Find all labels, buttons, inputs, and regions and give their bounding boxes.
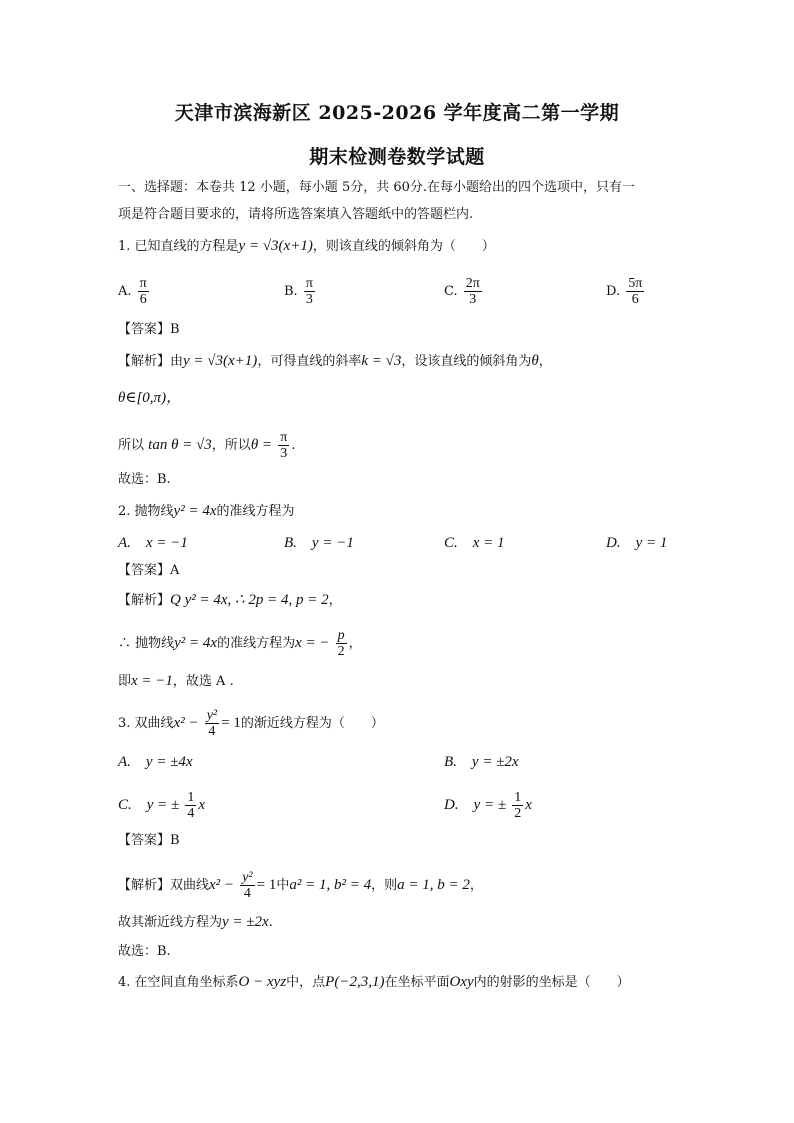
exam-title-line1: 天津市滨海新区 2025-2026 学年度高二第一学期: [174, 102, 620, 124]
q2-option-b-text: B. y = −1: [284, 535, 354, 551]
q1-analysis-eq1: y = √3(x+1): [183, 353, 258, 369]
q2-line2-a: ∴ 抛物线: [118, 636, 175, 651]
q3-line2-end: .: [268, 915, 273, 930]
q3-asymptote-line: [118, 912, 273, 933]
q1-option-c-label: C.: [444, 284, 458, 299]
q2-stem: [118, 501, 295, 522]
q3-option-c-den: 4: [187, 806, 195, 821]
q1-stem-text-b: ，则该直线的倾斜角为（ ）: [312, 239, 495, 254]
q3-line2-eq: y = ±2x: [222, 914, 269, 930]
q2-option-a: [118, 533, 188, 554]
q2-line2-den: 2: [337, 644, 345, 659]
q2-option-b: [284, 533, 354, 554]
q1-analysis-tail: ，设该直线的倾斜角为: [401, 354, 532, 369]
q2-line3-b: ，故选 A .: [172, 674, 234, 689]
q3-choose: 故选：B.: [118, 944, 171, 959]
q3-option-c-fraction: [185, 790, 196, 821]
q1-analysis-comma: ，: [538, 354, 552, 369]
q3-option-b: [444, 752, 519, 773]
q2-option-c-text: C. x = 1: [444, 535, 505, 551]
q3-answer: 【答案】B: [118, 833, 180, 848]
section-intro-line2: 项是符合题目要求的，请将所选答案填入答题纸中的答题栏内.: [118, 207, 474, 222]
q4-stem-text-d: 内的射影的坐标是（ ）: [473, 975, 630, 990]
q4-stem-system: O − xyz: [238, 974, 287, 990]
q3-stem-text-b: 的渐近线方程为（ ）: [240, 716, 384, 731]
q2-line3-a: 即: [118, 674, 132, 689]
q2-analysis-end: ，: [328, 593, 342, 608]
q3-line2-a: 故其渐近线方程为: [118, 915, 223, 930]
q1-analysis-head: 【解析】由: [118, 354, 184, 369]
q3-analysis-den: 4: [243, 886, 251, 901]
q2-line3-eq: x = −1: [131, 673, 173, 689]
q1-range-text: θ∈[0,π)，: [118, 390, 182, 406]
q4-stem-text-b: 中，点: [286, 975, 326, 990]
q2-line2-end: ，: [348, 636, 362, 651]
q3-analysis-head: 【解析】双曲线: [118, 878, 210, 893]
q1-so-a: 所以: [118, 438, 145, 453]
q2-analysis: [118, 590, 342, 611]
exam-title-line2: 期末检测卷数学试题: [309, 146, 485, 168]
q1-answer: 【答案】B: [118, 322, 180, 337]
q3-option-c: [118, 790, 205, 821]
q1-stem-text-a: 1. 已知直线的方程是: [118, 239, 239, 254]
q1-so-end: .: [291, 438, 296, 453]
q1-so-theta: θ =: [250, 437, 273, 453]
q1-analysis-mid: ，可得直线的斜率: [257, 354, 362, 369]
q1-conclusion: [118, 430, 295, 461]
q3-analysis-num: y²: [242, 870, 253, 885]
q3-stem-text-a: 3. 双曲线: [118, 716, 174, 731]
q1-range: [118, 388, 181, 409]
q1-option-c-den: 3: [469, 292, 477, 307]
q1-option-b-num: π: [305, 276, 313, 291]
q1-option-c-num: 2π: [465, 276, 480, 291]
q2-option-d-text: D. y = 1: [606, 535, 668, 551]
q3-analysis-b: ，则: [371, 878, 398, 893]
q4-stem-text-a: 4. 在空间直角坐标系: [118, 975, 239, 990]
q1-option-d-label: D.: [606, 284, 621, 299]
q2-line2-num: p: [337, 628, 345, 643]
q3-option-c-label: C. y = ±: [118, 797, 180, 813]
q2-line2-eq: y² = 4x: [174, 635, 218, 651]
q1-so-num: π: [280, 430, 288, 445]
q1-option-d-fraction: [626, 276, 644, 307]
q4-stem-plane: Oxy: [449, 974, 474, 990]
q3-analysis-x: x² −: [209, 877, 235, 893]
q1-option-b-den: 3: [305, 292, 313, 307]
q1-option-c-fraction: [464, 276, 482, 307]
q3-stem-x: x² −: [173, 715, 199, 731]
q1-option-a-label: A.: [118, 284, 132, 299]
q3-analysis-eq3: a = 1, b = 2: [397, 877, 470, 893]
q1-option-a-num: π: [139, 276, 147, 291]
q1-so-den: 3: [280, 446, 288, 461]
q1-stem-equation: y = √3(x+1): [238, 238, 313, 254]
q1-stem: [118, 236, 495, 257]
q3-option-d: [444, 790, 532, 821]
q3-stem-eq-end: = 1: [221, 715, 241, 731]
q4-stem-point: P(−2,3,1): [325, 974, 385, 990]
q2-stem-text-a: 2. 抛物线: [118, 504, 174, 519]
q2-line2-x: x = −: [295, 635, 330, 651]
q1-analysis: [118, 351, 552, 372]
q2-option-d: [606, 533, 667, 554]
q3-option-b-text: B. y = ±2x: [444, 754, 519, 770]
q1-option-a: [118, 276, 151, 307]
q2-option-c: [444, 533, 505, 554]
q1-option-d-num: 5π: [628, 276, 643, 291]
q3-analysis-eq2: a² = 1, b² = 4: [289, 877, 372, 893]
q1-option-c: [444, 276, 484, 307]
q2-line2-b: 的准线方程为: [217, 636, 296, 651]
q1-option-d: [606, 276, 646, 307]
q3-option-c-x: x: [198, 797, 206, 813]
q1-choose: 故选：B.: [118, 472, 171, 487]
q3-option-d-num: 1: [514, 790, 522, 805]
q2-answer: 【答案】A: [118, 563, 180, 578]
q3-analysis-eq-end: = 1: [256, 877, 277, 893]
q4-stem-text-c: 在坐标平面: [384, 975, 450, 990]
section-intro-line1: 一、选择题：本卷共 12 小题，每小题 5分，共 60分.在每小题给出的四个选项中，只有一: [118, 180, 636, 195]
q2-directrix-line: [118, 628, 362, 659]
q3-analysis-end: ，: [469, 878, 483, 893]
q3-option-d-label: D. y = ±: [444, 797, 507, 813]
q1-option-a-fraction: [138, 276, 149, 307]
q3-analysis-fraction: [240, 870, 254, 901]
q1-so-fraction: [278, 430, 289, 461]
q1-option-b: [284, 276, 317, 307]
q4-stem: [118, 972, 630, 993]
q2-analysis-eq: Q y² = 4x, ∴ 2p = 4, p = 2: [170, 592, 329, 608]
q3-stem-den: 4: [208, 724, 216, 739]
q2-analysis-head: 【解析】: [118, 593, 171, 608]
q3-option-a: [118, 752, 193, 773]
q1-option-a-den: 6: [139, 292, 147, 307]
q1-option-d-den: 6: [631, 292, 639, 307]
q2-conclusion: [118, 671, 234, 692]
q2-option-a-text: A. x = −1: [118, 535, 188, 551]
q3-analysis-mid: 中: [276, 878, 290, 893]
q3-stem: [118, 708, 384, 739]
q1-option-b-label: B.: [284, 284, 298, 299]
q3-option-d-fraction: [512, 790, 523, 821]
q1-analysis-eq2: k = √3: [361, 353, 402, 369]
q3-option-c-num: 1: [187, 790, 195, 805]
q2-stem-equation: y² = 4x: [173, 503, 217, 519]
q3-stem-fraction: [205, 708, 219, 739]
q1-option-b-fraction: [304, 276, 315, 307]
q3-analysis: [118, 870, 483, 901]
q3-option-d-x: x: [525, 797, 532, 813]
q3-option-d-den: 2: [514, 806, 522, 821]
q2-line2-fraction: [336, 628, 347, 659]
q1-so-eq: tan θ = √3: [148, 437, 212, 453]
q1-so-b: ，所以: [211, 438, 251, 453]
q3-option-a-text: A. y = ±4x: [118, 754, 193, 770]
q1-analysis-theta: θ: [531, 353, 539, 369]
q2-stem-text-b: 的准线方程为: [216, 504, 295, 519]
q3-stem-num: y²: [206, 708, 218, 723]
